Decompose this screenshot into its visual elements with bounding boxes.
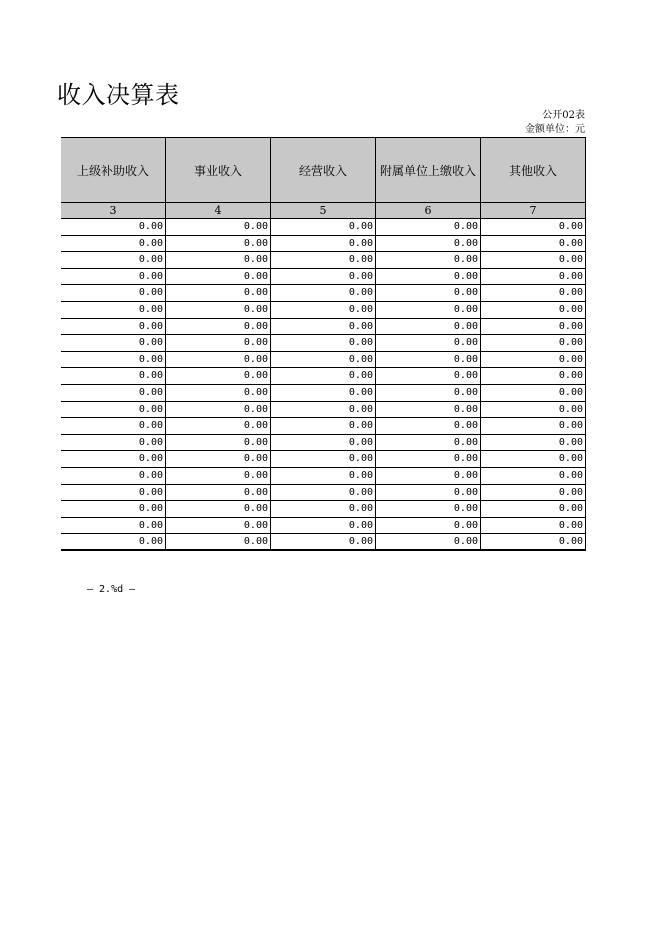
column-number: 7 xyxy=(481,203,586,219)
table-row xyxy=(61,236,586,253)
table-cell: 0.00 xyxy=(61,501,166,518)
column-header: 其他收入 xyxy=(481,137,586,203)
table-cell: 0.00 xyxy=(61,435,166,452)
table-row xyxy=(61,319,586,336)
table-row xyxy=(61,252,586,269)
table-cell: 0.00 xyxy=(376,368,481,385)
table-row xyxy=(61,368,586,385)
table-cell: 0.00 xyxy=(166,368,271,385)
table-cell: 0.00 xyxy=(481,302,586,319)
table-row xyxy=(61,534,586,551)
table-cell: 0.00 xyxy=(481,451,586,468)
table-row xyxy=(61,518,586,535)
table-cell: 0.00 xyxy=(271,335,376,352)
table-cell: 0.00 xyxy=(61,352,166,369)
table-cell: 0.00 xyxy=(166,501,271,518)
table-cell: 0.00 xyxy=(271,468,376,485)
table-cell: 0.00 xyxy=(481,285,586,302)
table-cell: 0.00 xyxy=(481,236,586,253)
table-cell: 0.00 xyxy=(166,451,271,468)
table-cell: 0.00 xyxy=(61,418,166,435)
table-cell: 0.00 xyxy=(61,219,166,236)
table-cell: 0.00 xyxy=(481,368,586,385)
table-cell: 0.00 xyxy=(61,468,166,485)
table-cell: 0.00 xyxy=(481,352,586,369)
table-row xyxy=(61,402,586,419)
table-cell: 0.00 xyxy=(61,368,166,385)
table-cell: 0.00 xyxy=(61,269,166,286)
table-cell: 0.00 xyxy=(271,219,376,236)
table-cell: 0.00 xyxy=(271,236,376,253)
table-cell: 0.00 xyxy=(481,534,586,551)
table-cell: 0.00 xyxy=(481,468,586,485)
table-cell: 0.00 xyxy=(61,302,166,319)
table-row xyxy=(61,418,586,435)
table-cell: 0.00 xyxy=(271,534,376,551)
table-row xyxy=(61,219,586,236)
table-cell: 0.00 xyxy=(481,435,586,452)
table-cell: 0.00 xyxy=(271,385,376,402)
table-cell: 0.00 xyxy=(166,269,271,286)
table-cell: 0.00 xyxy=(376,418,481,435)
table-cell: 0.00 xyxy=(61,402,166,419)
table-cell: 0.00 xyxy=(61,236,166,253)
table-cell: 0.00 xyxy=(166,219,271,236)
table-cell: 0.00 xyxy=(271,252,376,269)
table-cell: 0.00 xyxy=(166,402,271,419)
table-cell: 0.00 xyxy=(376,352,481,369)
table-cell: 0.00 xyxy=(166,485,271,502)
table-cell: 0.00 xyxy=(166,236,271,253)
table-row xyxy=(61,501,586,518)
table-body xyxy=(61,219,586,551)
page-number: — 2.%d — xyxy=(87,584,136,595)
table-row xyxy=(61,269,586,286)
table-cell: 0.00 xyxy=(481,385,586,402)
table-cell: 0.00 xyxy=(271,285,376,302)
table-cell: 0.00 xyxy=(481,402,586,419)
table-cell: 0.00 xyxy=(271,368,376,385)
table-cell: 0.00 xyxy=(376,302,481,319)
column-number: 6 xyxy=(376,203,481,219)
table-cell: 0.00 xyxy=(166,385,271,402)
table-cell: 0.00 xyxy=(271,418,376,435)
table-cell: 0.00 xyxy=(481,418,586,435)
column-number-row xyxy=(61,203,586,219)
table-cell: 0.00 xyxy=(61,319,166,336)
table-cell: 0.00 xyxy=(271,319,376,336)
table-row xyxy=(61,285,586,302)
table-cell: 0.00 xyxy=(376,518,481,535)
table-cell: 0.00 xyxy=(376,534,481,551)
table-cell: 0.00 xyxy=(376,468,481,485)
table-row xyxy=(61,352,586,369)
table-cell: 0.00 xyxy=(376,435,481,452)
table-cell: 0.00 xyxy=(271,269,376,286)
table-row xyxy=(61,385,586,402)
table-cell: 0.00 xyxy=(166,319,271,336)
column-header: 事业收入 xyxy=(166,137,271,203)
column-number: 3 xyxy=(61,203,166,219)
table-cell: 0.00 xyxy=(166,352,271,369)
income-table xyxy=(61,137,586,551)
column-header: 上级补助收入 xyxy=(61,137,166,203)
table-cell: 0.00 xyxy=(61,451,166,468)
table-cell: 0.00 xyxy=(61,518,166,535)
table-cell: 0.00 xyxy=(166,435,271,452)
table-cell: 0.00 xyxy=(166,534,271,551)
table-cell: 0.00 xyxy=(376,485,481,502)
table-cell: 0.00 xyxy=(481,319,586,336)
table-cell: 0.00 xyxy=(376,451,481,468)
table-cell: 0.00 xyxy=(166,468,271,485)
table-cell: 0.00 xyxy=(166,252,271,269)
column-header: 经营收入 xyxy=(271,137,376,203)
table-cell: 0.00 xyxy=(61,534,166,551)
table-cell: 0.00 xyxy=(481,269,586,286)
table-cell: 0.00 xyxy=(61,485,166,502)
table-cell: 0.00 xyxy=(166,518,271,535)
table-cell: 0.00 xyxy=(481,518,586,535)
table-cell: 0.00 xyxy=(271,435,376,452)
form-code: 公开02表 xyxy=(542,110,585,121)
column-number: 5 xyxy=(271,203,376,219)
table-cell: 0.00 xyxy=(376,385,481,402)
amount-unit: 金额单位：元 xyxy=(525,124,585,135)
table-cell: 0.00 xyxy=(481,501,586,518)
table-row xyxy=(61,451,586,468)
table-cell: 0.00 xyxy=(481,219,586,236)
table-cell: 0.00 xyxy=(271,518,376,535)
table-row xyxy=(61,302,586,319)
page-title: 收入决算表 xyxy=(57,81,180,109)
table-row xyxy=(61,435,586,452)
table-cell: 0.00 xyxy=(271,402,376,419)
table-cell: 0.00 xyxy=(61,385,166,402)
table-cell: 0.00 xyxy=(376,319,481,336)
table-cell: 0.00 xyxy=(166,335,271,352)
table-row xyxy=(61,485,586,502)
table-cell: 0.00 xyxy=(166,302,271,319)
table-cell: 0.00 xyxy=(61,335,166,352)
table-cell: 0.00 xyxy=(61,252,166,269)
table-cell: 0.00 xyxy=(166,418,271,435)
table-cell: 0.00 xyxy=(481,335,586,352)
table-cell: 0.00 xyxy=(271,485,376,502)
table-cell: 0.00 xyxy=(376,236,481,253)
column-header: 附属单位上缴收入 xyxy=(376,137,481,203)
column-number: 4 xyxy=(166,203,271,219)
table-cell: 0.00 xyxy=(271,352,376,369)
table-cell: 0.00 xyxy=(271,302,376,319)
table-cell: 0.00 xyxy=(376,402,481,419)
table-cell: 0.00 xyxy=(166,285,271,302)
table-cell: 0.00 xyxy=(61,285,166,302)
table-row xyxy=(61,468,586,485)
table-cell: 0.00 xyxy=(481,252,586,269)
table-cell: 0.00 xyxy=(271,451,376,468)
table-cell: 0.00 xyxy=(481,485,586,502)
table-cell: 0.00 xyxy=(376,219,481,236)
table-cell: 0.00 xyxy=(376,501,481,518)
table-cell: 0.00 xyxy=(376,252,481,269)
table-cell: 0.00 xyxy=(376,285,481,302)
table-cell: 0.00 xyxy=(271,501,376,518)
table-cell: 0.00 xyxy=(376,335,481,352)
table-row xyxy=(61,335,586,352)
table-header-row xyxy=(61,137,586,203)
table-cell: 0.00 xyxy=(376,269,481,286)
